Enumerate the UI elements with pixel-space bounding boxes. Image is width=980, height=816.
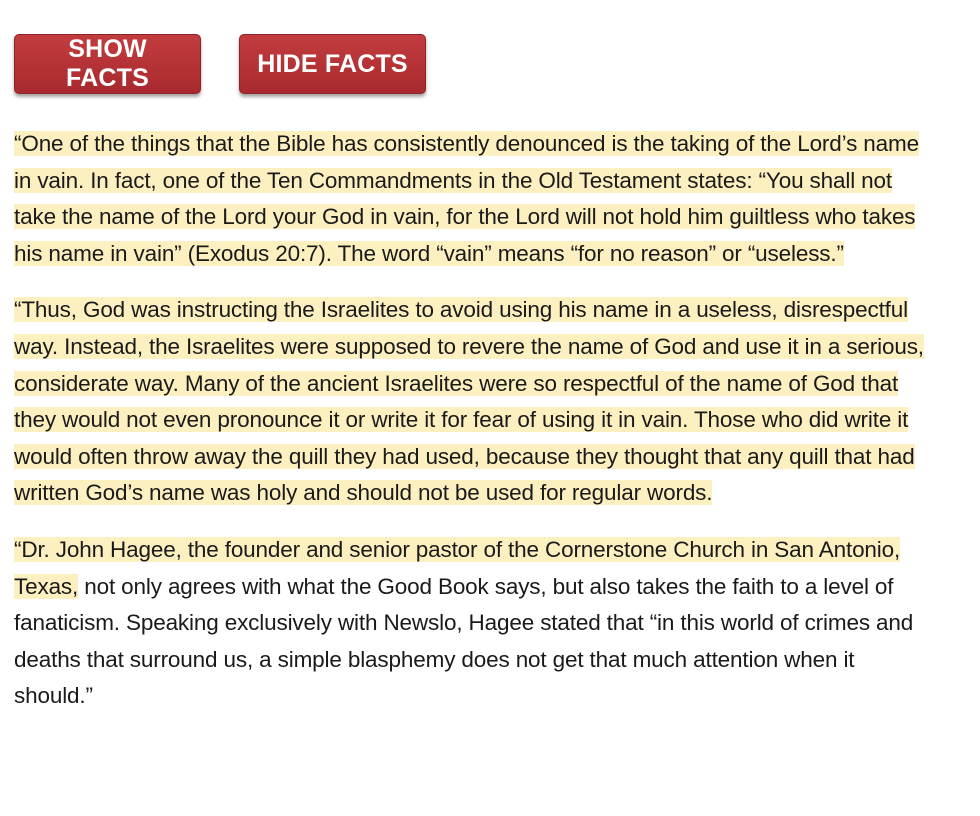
highlighted-fact: “Dr. John Hagee, the founder and senior pastor of the Cornerstone Church in San Antonio, Texas,: [14, 536, 901, 599]
hide-facts-button[interactable]: HIDE FACTS: [239, 34, 426, 94]
article-paragraph-2: [14, 292, 924, 512]
highlighted-fact: “Thus, God was instructing the Israelites to avoid using his name in a useless, disrespectful way. Instead, the Israelites were supposed to revere the name of God and use it in a serious, considerate way. Many of the ancient Israelites were so respectful of the name of God that they would not even pronounce it or write it for fear of using it in vain. Those who did write it would often throw away the quill they had used, because they thought that any quill that had written God’s name was holy and should not be used for regular words.: [14, 297, 924, 506]
plain-text: not only agrees with what the Good Book says, but also takes the faith to a level of fanaticism. Speaking exclusively with Newslo, Hagee stated that “in this world of crimes and deaths that surround us, a simple blasphemy does not get that much attention when it should.”: [14, 573, 914, 709]
article-paragraph-3: [14, 532, 924, 715]
show-facts-button[interactable]: SHOW FACTS: [14, 34, 201, 94]
facts-toolbar: [14, 34, 966, 94]
article-paragraph-1: [14, 126, 924, 272]
article-body: [14, 126, 966, 715]
highlighted-fact: “One of the things that the Bible has consistently denounced is the taking of the Lord’s name in vain. In fact, one of the Ten Commandments in the Old Testament states: “You shall not take the name of the Lord your God in vain, for the Lord will not hold him guiltless who takes his name in vain” (Exodus 20:7). The word “vain” means “for no reason” or “useless.”: [14, 131, 919, 266]
